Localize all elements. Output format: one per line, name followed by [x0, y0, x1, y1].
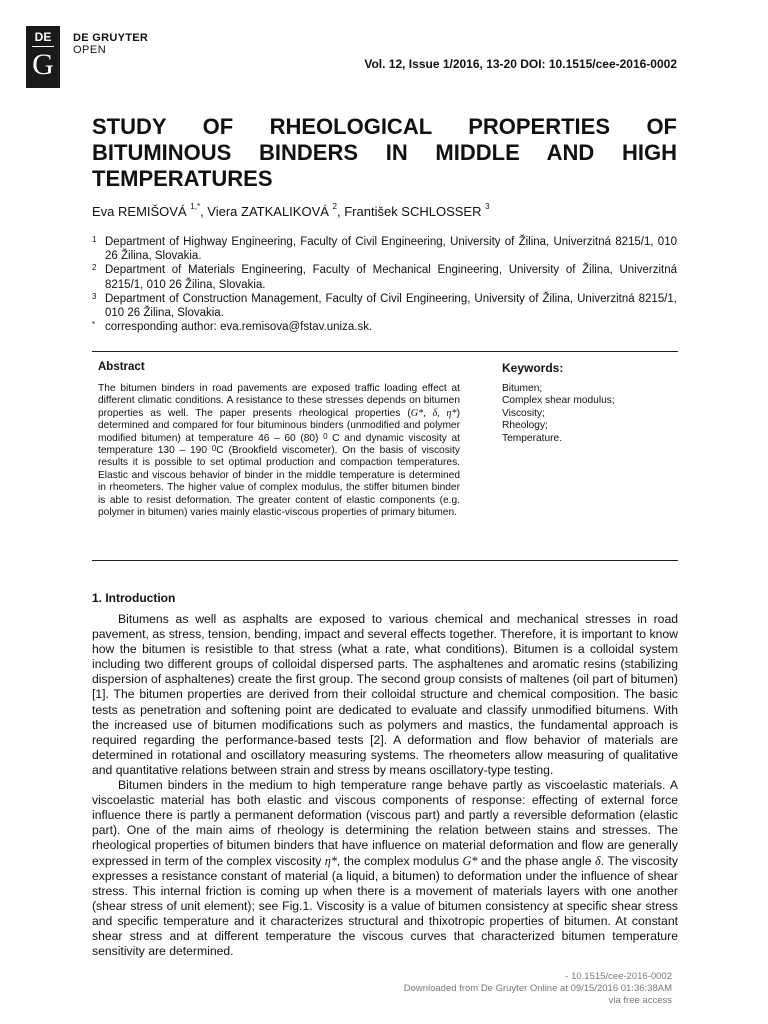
affiliation-text: Department of Highway Engineering, Faculty of Civil Engineering, University of Žilina, Univerzitná 8215/1, 010 26 Žilina, Slovakia.: [105, 236, 677, 263]
keywords-list: [502, 383, 615, 445]
publisher-name: [73, 32, 148, 56]
symbol-g: G*: [462, 853, 478, 868]
paper-title: STUDY OF RHEOLOGICAL PROPERTIES OF BITUMINOUS BINDERS IN MIDDLE AND HIGH TEMPERATURES: [92, 114, 677, 191]
keywords-heading: Keywords:: [502, 361, 564, 375]
degree-mark: 0: [323, 431, 328, 441]
author-mark: 1,*: [190, 202, 201, 211]
author-separator: ,: [200, 204, 208, 219]
logo-letter-g: G: [32, 48, 54, 81]
volume-doi: Vol. 12, Issue 1/2016, 13-20 DOI: 10.1515/cee-2016-0002: [364, 57, 677, 71]
abstract-bottom-rule: [92, 560, 678, 561]
keyword-item: Complex shear modulus;: [502, 395, 615, 407]
author-mark: 2: [332, 202, 337, 211]
affiliation-text: Department of Materials Engineering, Faculty of Mechanical Engineering, University of Žilina, Univerzitná 8215/1, 010 26 Žilina, Slovakia.: [105, 264, 677, 291]
abstract-heading: Abstract: [98, 361, 145, 373]
paragraph-part: , the complex modulus: [336, 853, 463, 868]
keyword-item: Rheology;: [502, 420, 548, 432]
author-name: Eva REMIŠOVÁ: [92, 204, 187, 219]
affiliation-text: Department of Construction Management, Faculty of Civil Engineering, University of Žilina, Univerzitná 8215/1, 010 26 Žilina, Slovakia.: [105, 292, 677, 320]
affiliation-item: [92, 292, 677, 320]
author-name: František SCHLOSSER: [344, 204, 482, 219]
author-separator: ,: [337, 204, 345, 219]
paragraph-part: Bitumen binders in the medium to high temperature range behave partly as viscoelastic materials. A viscoelastic material has both elastic and viscous components of response: effecting of external force influence there is partly a permanent deformation (viscous part) and partly a reversible deformation (elastic part). One of the main aims of rheology is determining the relation between stains and stresses. The rheological properties of bitumen binders that have influence on material deformation and flow are generally expressed in term of the complex viscosity: [92, 778, 678, 868]
abstract-part: C (Brookfield viscometer). On the basis of viscosity results it is possible to set optimal production and compaction temperatures. Elastic and viscous behavior of binder in the middle temperature is determined in rheometers. The higher value of complex modulus, the stiffer bitumen binder is able to resist deformation. The greater content of elastic components (e.g. polymer in bitumen) varies mainly elastic-viscous properties of primary bitumen.: [98, 445, 460, 519]
abstract-part: ) determined and compared for four bituminous binders (unmodified and polymer modified bitumen) at temperature 46 – 60 (80): [98, 407, 460, 444]
paragraph: Bitumens as well as asphalts are exposed to various chemical and mechanical stresses in road pavement, as stress, tension, bending, impact and several effects together. Therefore, it is important to know how the bitumen is resistible to that stress (what a rate, what conditions). Bitumen is a colloidal system including two different groups of colloidal dispersed parts. The asphaltenes and aromatic resins (stabilizing dispersion of asphaltenes) create the first group. The second group consists of maltenes (oil part of bitumen) [1]. The bitumen properties are derived from their colloidal structure and chemical composition. The basic tests as penetration and softening point are dedicated to evaluate and classify unmodified bitumens. With the increased use of bitumen modifications such as polymers and mastics, the fundamental approach is required regarding the performance-based tests [2]. A deformation and flow behavior of materials are determined in rotational and oscillatory measuring systems. The rheometers allow measuring of qualitative and quantitative relations between strain and stress by means oscillatory-type testing.: [92, 612, 678, 777]
abstract-part: C and dynamic viscosity at temperature 130 – 190: [98, 432, 460, 457]
footer-downloaded: Downloaded from De Gruyter Online at 09/15/2016 01:36:38AM: [403, 983, 672, 994]
keyword-item: Temperature.: [502, 432, 563, 444]
abstract-symbols: G*, δ, η*: [410, 407, 457, 419]
degree-mark: 0: [211, 444, 217, 454]
abstract-part: The bitumen binders in road pavements are exposed traffic loading effect at different climatic conditions. A resistance to these stresses depends on bitumen properties as well. The paper presents rheological properties (: [98, 383, 460, 419]
keyword-item: Viscosity;: [502, 407, 545, 419]
publisher-title: DE GRUYTER: [73, 32, 149, 44]
author-mark: 3: [485, 202, 490, 211]
affiliation-item: [92, 263, 677, 291]
symbol-delta: δ: [594, 853, 601, 868]
affiliation-mark: 2: [92, 263, 97, 273]
download-footer: [404, 971, 672, 1007]
section-heading: 1. Introduction: [92, 591, 176, 605]
logo-text-de: DE: [34, 30, 52, 44]
affiliation-item: [92, 320, 677, 334]
paragraph: [92, 778, 678, 959]
symbol-eta: η*: [324, 853, 337, 868]
affiliations: [92, 235, 677, 334]
affiliation-mark: *: [92, 320, 96, 330]
publisher-subtitle: OPEN: [73, 44, 107, 56]
keyword-item: Bitumen;: [502, 383, 543, 394]
author-list: [92, 204, 490, 219]
footer-doi: - 10.1515/cee-2016-0002: [565, 971, 672, 982]
affiliation-item: [92, 235, 677, 263]
publisher-logo: [26, 26, 60, 88]
paragraph-part: and the phase angle: [477, 853, 595, 868]
footer-access: via free access: [608, 995, 672, 1006]
author-name: Viera ZATKALIKOVÁ: [207, 204, 329, 219]
logo-divider: [32, 46, 54, 47]
affiliation-mark: 1: [92, 235, 97, 244]
abstract-text: [98, 383, 460, 519]
affiliation-mark: 3: [92, 291, 97, 301]
body-text: [92, 612, 678, 959]
affiliation-text: corresponding author: eva.remisova@fstav.uniza.sk.: [105, 321, 373, 334]
paragraph-part: . The viscosity expresses a resistance constant of material (a liquid, a bitumen) to deformation under the influence of shear stress. This internal friction is coming up when there is a movement of materials layers with one another (shear stress of unit element); see Fig.1. Viscosity is a value of bitumen consistency at specific shear stress and specific temperature and it characterizes structural and thixotropic properties of bitumen. At constant shear stress and at different temperature the viscous curves that characterized bitumen temperature sensitivity are determined.: [92, 853, 678, 959]
abstract-top-rule: [92, 351, 678, 352]
